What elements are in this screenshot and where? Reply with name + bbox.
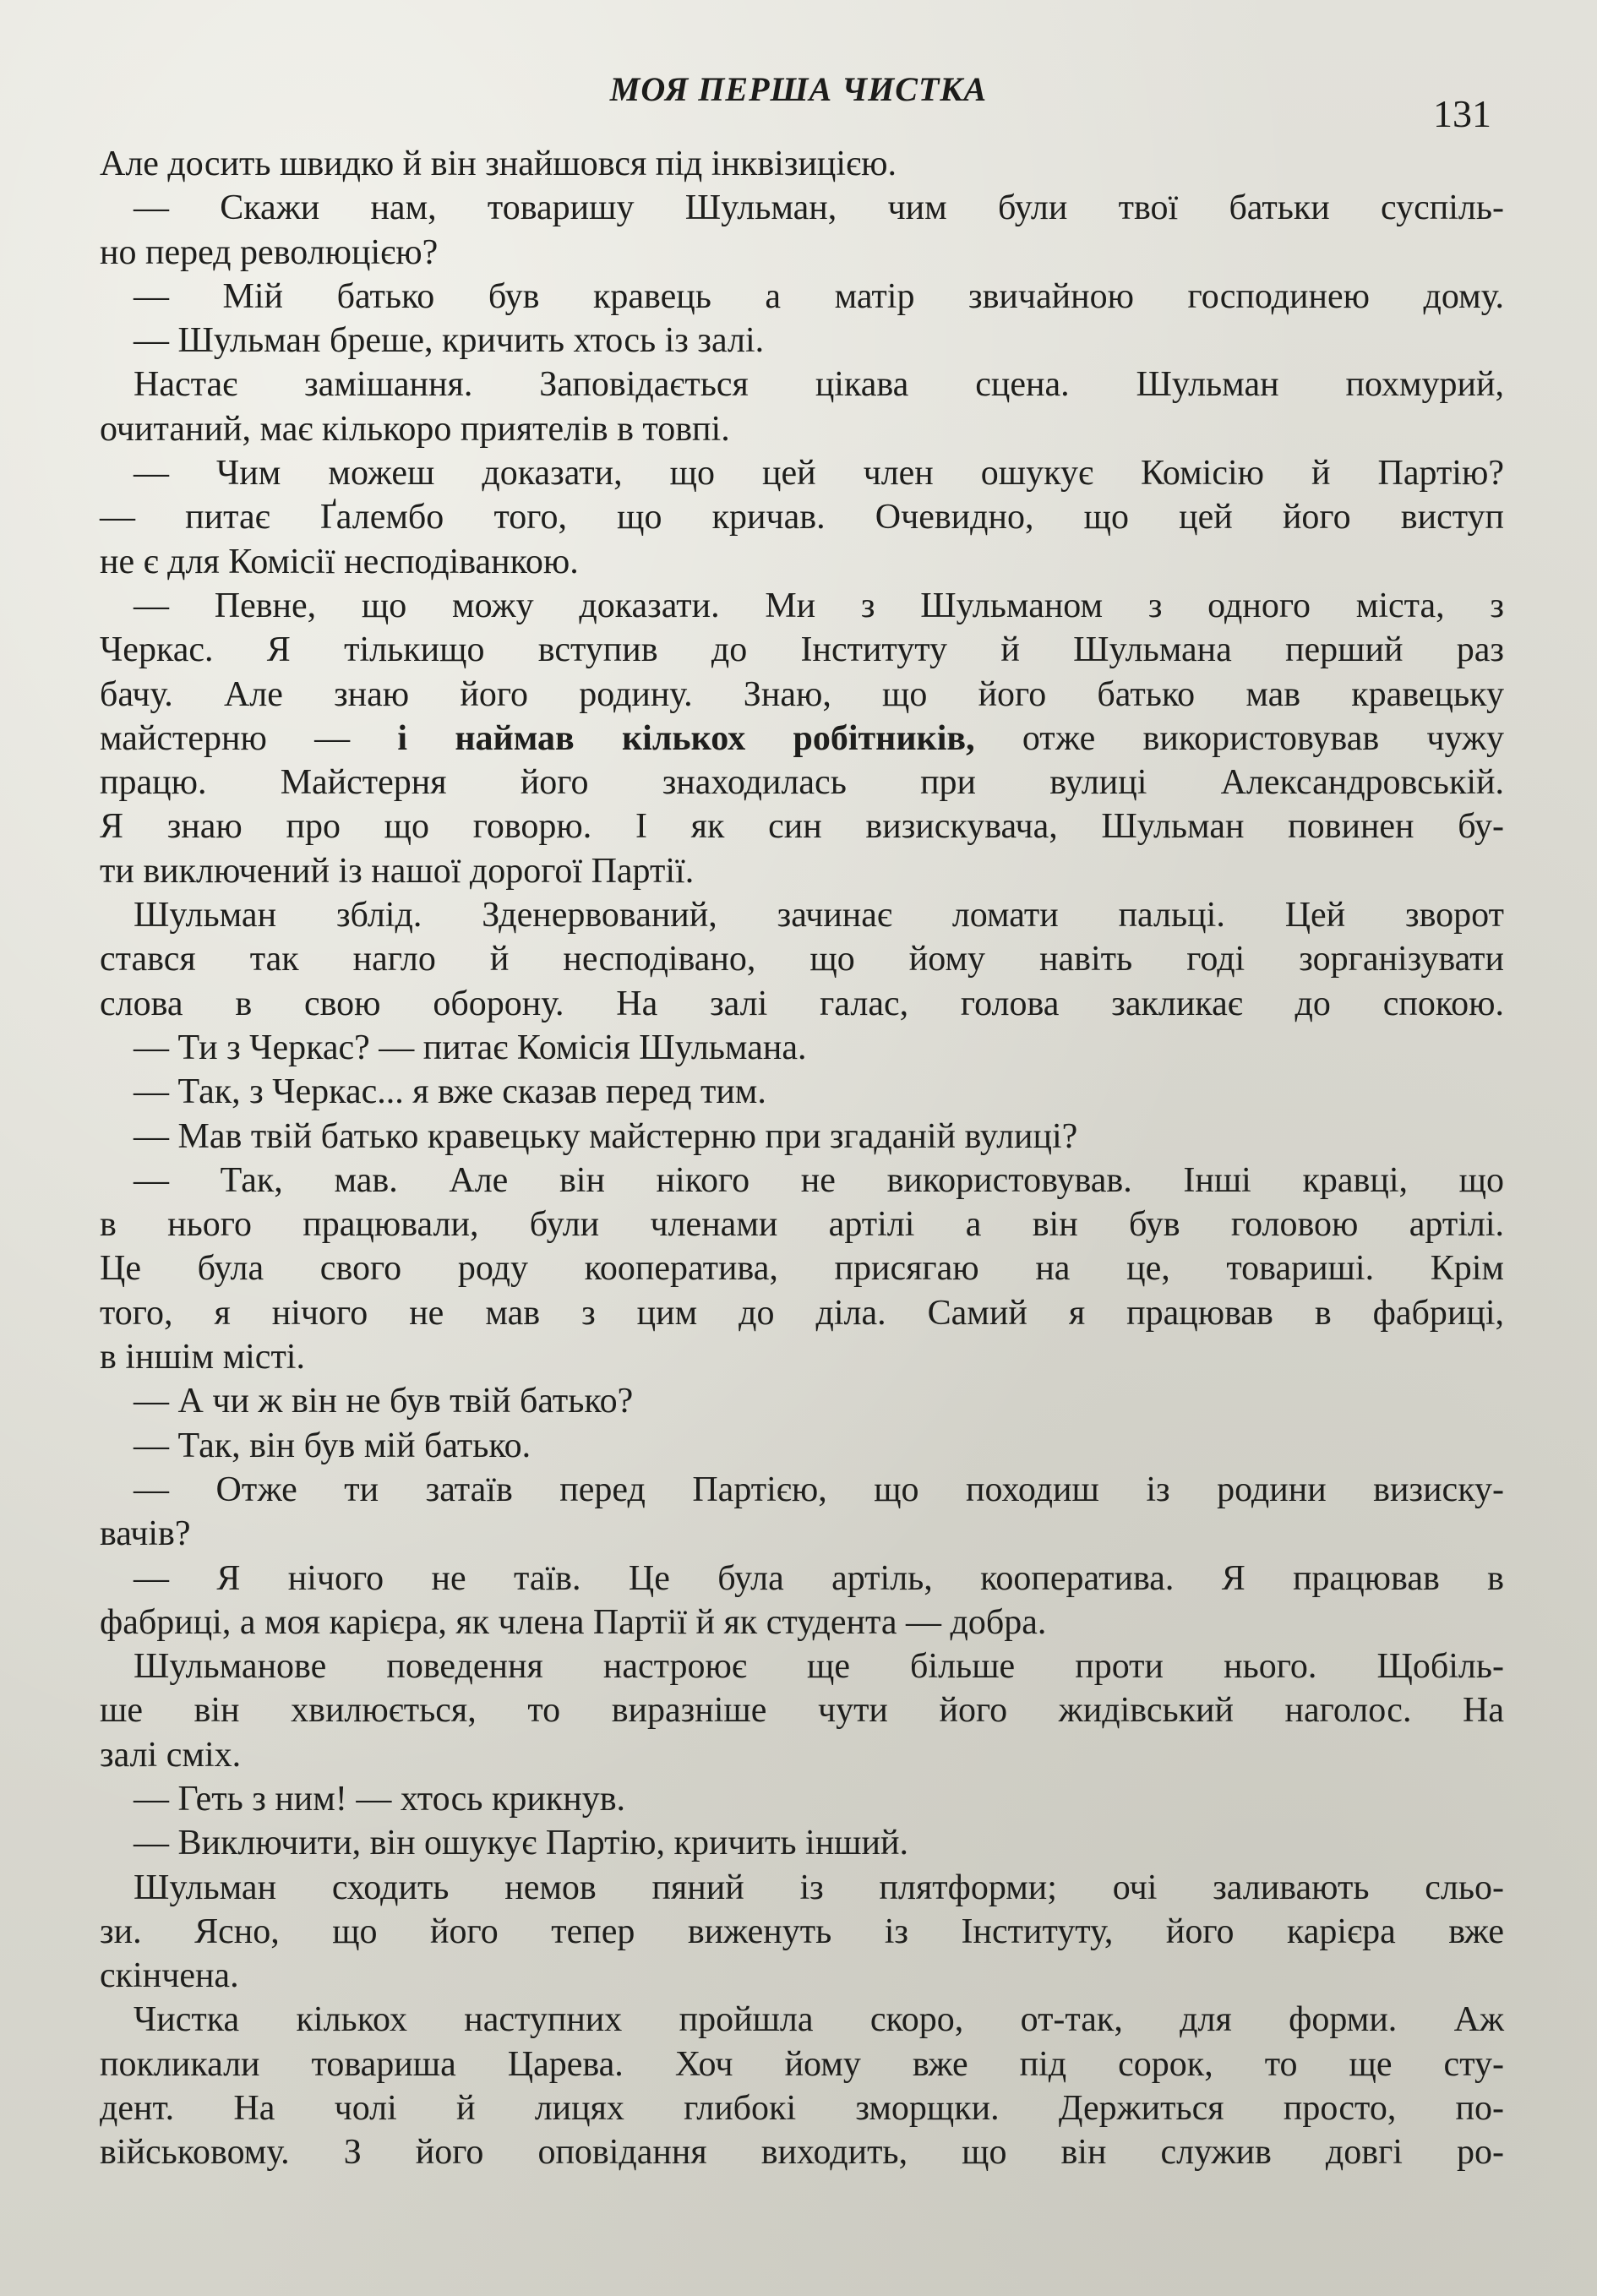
text-line-segment: в нього працювали, були членами артілі а він був головою артілі.: [100, 1205, 1504, 1245]
text-line-segment: Шульман сходить немов пяний із плятформи; очі заливають сльо-: [134, 1868, 1504, 1907]
text-line-segment: — А чи ж він не був твій батько?: [134, 1382, 634, 1421]
text-line: [100, 1733, 1504, 1777]
text-line: [100, 849, 1504, 893]
text-line-segment: покликали товариша Царева. Хоч йому вже під сорок, то ще сту-: [100, 2044, 1504, 2084]
text-line-segment: — Виключити, він ошукує Партію, кричить інший.: [134, 1824, 908, 1863]
text-line-segment: — Мій батько був кравець а матір звичайною господинею дому.: [134, 276, 1504, 316]
text-line-segment: — Мав твій батько кравецьку майстерню при згаданій вулиці?: [134, 1116, 1078, 1156]
text-line: [100, 1644, 1504, 1688]
text-line-segment: працю. Майстерня його знаходилась при вулиці Александровській.: [100, 763, 1504, 803]
text-line-segment: вачів?: [100, 1514, 191, 1554]
text-line: [100, 1291, 1504, 1335]
bold-emphasis: і наймав кількох робітників,: [397, 718, 975, 758]
text-line: [100, 319, 1504, 363]
text-line-segment: — Чим можеш доказати, що цей член ошукує Комісію й Партію?: [134, 454, 1504, 494]
text-line-segment: фабриці, а моя карієра, як члена Партії й як студента — добра.: [100, 1602, 1047, 1642]
text-line-segment: бачу. Але знаю його родину. Знаю, що його батько мав кравецьку: [100, 674, 1504, 714]
text-line: [100, 451, 1504, 495]
text-line-segment: — Так, з Черкас... я вже сказав перед тим.: [134, 1072, 766, 1112]
text-line-segment: Черкас. Я тількищо вступив до Інституту й Шульмана перший раз: [100, 630, 1504, 670]
text-line-segment: зи. Ясно, що його тепер виженуть із Інституту, його карієра вже: [100, 1912, 1504, 1951]
text-line: [100, 1557, 1504, 1601]
text-line: [100, 275, 1504, 319]
text-line: [100, 1379, 1504, 1423]
text-line-segment: майстерню —: [100, 718, 398, 758]
text-line: [100, 1821, 1504, 1865]
text-line-segment: Чистка кількох наступних пройшла скоро, от-так, для форми. Аж: [134, 2000, 1504, 2040]
text-line: [100, 982, 1504, 1026]
text-line: [100, 186, 1504, 230]
text-line-segment: стався так нагло й несподівано, що йому навіть годі зорганізувати: [100, 940, 1504, 979]
text-line-segment: — Так, мав. Але він нікого не використовував. Інші кравці, що: [134, 1160, 1504, 1200]
text-line: [100, 1688, 1504, 1732]
text-line-segment: Це була свого роду кооператива, присягаю на це, товариші. Крім: [100, 1249, 1504, 1289]
text-line: [100, 1468, 1504, 1512]
text-line: [100, 1601, 1504, 1644]
text-line: [100, 1203, 1504, 1246]
text-line: [100, 937, 1504, 981]
text-line: [100, 673, 1504, 717]
text-line-segment: слова в свою оборону. На залі галас, голова закликає до спокою.: [100, 984, 1504, 1023]
text-line: [100, 1512, 1504, 1556]
text-line-segment: Шульман зблід. Зденервований, зачинає ломати пальці. Цей зворот: [134, 896, 1504, 935]
text-line-segment: — Скажи нам, товаришу Шульман, чим були твої батьки суспіль-: [134, 188, 1504, 228]
text-line: [100, 231, 1504, 275]
text-line: [100, 1866, 1504, 1910]
text-line: [100, 2042, 1504, 2086]
text-line: [100, 1910, 1504, 1954]
text-line-segment: Але досить швидко й він знайшовся під інквізицією.: [100, 145, 897, 183]
text-line-segment: — Ти з Черкас? — питає Комісія Шульмана.: [134, 1028, 807, 1067]
text-line: [100, 1026, 1504, 1070]
text-line-segment: ти виключений із нашої дорогої Партії.: [100, 851, 695, 891]
text-line-segment: Шульманове поведення настроює ще більше проти нього. Щобіль-: [134, 1647, 1504, 1687]
text-line: [100, 363, 1504, 406]
text-line: [100, 1159, 1504, 1203]
text-line: [100, 761, 1504, 804]
text-line: [100, 1998, 1504, 2042]
text-line: [100, 1335, 1504, 1379]
text-line: [100, 1246, 1504, 1290]
text-line-segment: Я знаю про що говорю. І як син визискувача, Шульман повинен бу-: [100, 807, 1504, 847]
text-line-segment: залі сміх.: [100, 1735, 242, 1775]
text-line-segment: отже використовував чужу: [974, 718, 1505, 758]
body-text: [100, 142, 1504, 2175]
text-line-segment: ше він хвилюється, то виразніше чути його жидівський наголос. На: [100, 1691, 1504, 1731]
text-line-segment: — Певне, що можу доказати. Ми з Шульманом з одного міста, з: [134, 586, 1504, 625]
text-line-segment: дент. На чолі й лицях глибокі зморщки. Держиться просто, по-: [100, 2089, 1504, 2129]
text-line: [100, 142, 1504, 186]
text-line: [100, 2130, 1504, 2174]
text-line: [100, 407, 1504, 451]
text-line: [100, 1424, 1504, 1468]
text-line: [100, 2086, 1504, 2130]
text-line: [100, 1954, 1504, 1998]
text-line-segment: — питає Ґалембо того, що кричав. Очевидно, що цей його виступ: [100, 498, 1504, 537]
text-line-segment: очитаний, має кількоро приятелів в товпі.: [100, 409, 730, 449]
text-line-segment: скінчена.: [100, 1956, 239, 1996]
text-line: [100, 1777, 1504, 1821]
text-line-segment: но перед революцією?: [100, 232, 439, 272]
page-number: 131: [1433, 92, 1491, 135]
text-line: [100, 717, 1504, 761]
text-line-segment: — Шульман бреше, кричить хтось із залі.: [134, 321, 765, 361]
text-line: [100, 1115, 1504, 1159]
text-line-segment: — Геть з ним! — хтось крикнув.: [134, 1779, 626, 1819]
text-line-segment: — Отже ти затаїв перед Партією, що походиш із родини визиску-: [134, 1470, 1504, 1509]
text-line-segment: — Я нічого не таїв. Це була артіль, кооператива. Я працював в: [134, 1558, 1504, 1598]
text-line: [100, 804, 1504, 848]
text-line-segment: — Так, він був мій батько.: [134, 1426, 531, 1465]
running-head: МОЯ ПЕРША ЧИСТКА: [609, 70, 988, 108]
text-line-segment: військовому. З його оповідання виходить, що він служив довгі ро-: [100, 2133, 1504, 2173]
text-line: [100, 628, 1504, 672]
text-line: [100, 584, 1504, 628]
text-line: [100, 893, 1504, 937]
text-line-segment: не є для Комісії несподіванкою.: [100, 542, 579, 581]
text-line: [100, 495, 1504, 539]
text-line-segment: того, я нічого не мав з цим до діла. Самий я працював в фабриці,: [100, 1293, 1504, 1333]
text-line: [100, 1070, 1504, 1114]
text-line-segment: Настає замішання. Заповідається цікава сцена. Шульман похмурий,: [134, 365, 1504, 405]
text-line: [100, 540, 1504, 584]
text-line-segment: в іншім місті.: [100, 1338, 305, 1377]
